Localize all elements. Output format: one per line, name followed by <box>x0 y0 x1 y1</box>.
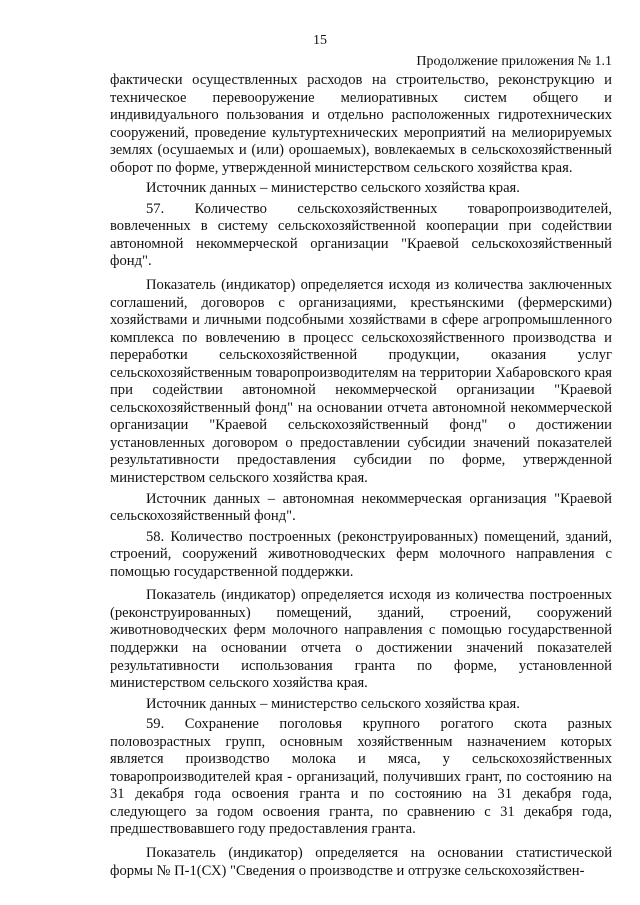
paragraph-continuation: фактически осуществленных расходов на строительство, реконструкцию и техническое перевооружение мелиоративных систем общего и индивидуального пользования и отдельно расположенных гидротехнических сооружений, проведение культуртехнических мероприятий на мелиорируемых землях (осушаемых и (или) орошаемых), вовлекаемых в сельскохозяйственный оборот по форме, утвержденной министерством сельского хозяйства края. <box>110 72 612 176</box>
page-number: 15 <box>313 33 327 48</box>
paragraph-indicator-57: Показатель (индикатор) определяется исходя из количества заключенных соглашений, договоров с организациями, крестьянскими (фермерскими) хозяйствами и личными подсобными хозяйствами в сфере агропромышленного комплекса по вовлечению в процесс сельскохозяйственного производства и переработки сельскохозяйственной продукции, оказания услуг сельскохозяйственным товаропроизводителям на территории Хабаровского края при содействии автономной некоммерческой организации "Краевой сельскохозяйственный фонд" на основании отчета автономной некоммерческой организации "Краевой сельскохозяйственный фонд" о достижении установленных договором о предоставлении субсидии значений показателей результативности предоставления субсидии по форме, утвержденной министерством сельского хозяйства края. <box>110 277 612 487</box>
paragraph-item-59: 59. Сохранение поголовья крупного рогатого скота разных половозрастных групп, основным хозяйственным назначением которых является производство молока и мяса, у сельскохозяйственных товаропроизводителей края - организаций, получивших грант, по состоянию на 31 декабря года освоения гранта и по состоянию на 31 декабря года, следующего за годом освоения гранта, по сравнению с 31 декабря года, предшествовавшего году предоставления гранта. <box>110 716 612 838</box>
paragraph-indicator-59: Показатель (индикатор) определяется на основании статистической формы № П-1(СХ) "Сведения о производстве и отгрузке сельскохозяйствен- <box>110 844 612 879</box>
paragraph-item-58: 58. Количество построенных (реконструированных) помещений, зданий, строений, сооружений животноводческих ферм молочного направления с помощью государственной поддержки. <box>110 528 612 580</box>
paragraph-item-57: 57. Количество сельскохозяйственных товаропроизводителей, вовлеченных в систему сельскохозяйственной кооперации при содействии автономной некоммерческой организации "Краевой сельскохозяйственный фонд". <box>110 200 612 270</box>
document-body <box>110 72 612 880</box>
paragraph-source-58: Источник данных – министерство сельского хозяйства края. <box>146 695 520 712</box>
appendix-continuation-note: Продолжение приложения № 1.1 <box>416 54 612 69</box>
paragraph-source-57: Источник данных – автономная некоммерческая организация "Краевой сельскохозяйственный фонд". <box>110 490 612 525</box>
paragraph-indicator-58: Показатель (индикатор) определяется исходя из количества построенных (реконструированных) помещений, зданий, строений, сооружений животноводческих ферм молочного направления с помощью государственной поддержки на основании отчета о достижении значений показателей результативности использования гранта по форме, установленной министерством сельского хозяйства края. <box>110 587 612 692</box>
paragraph-source-56: Источник данных – министерство сельского хозяйства края. <box>146 180 520 197</box>
